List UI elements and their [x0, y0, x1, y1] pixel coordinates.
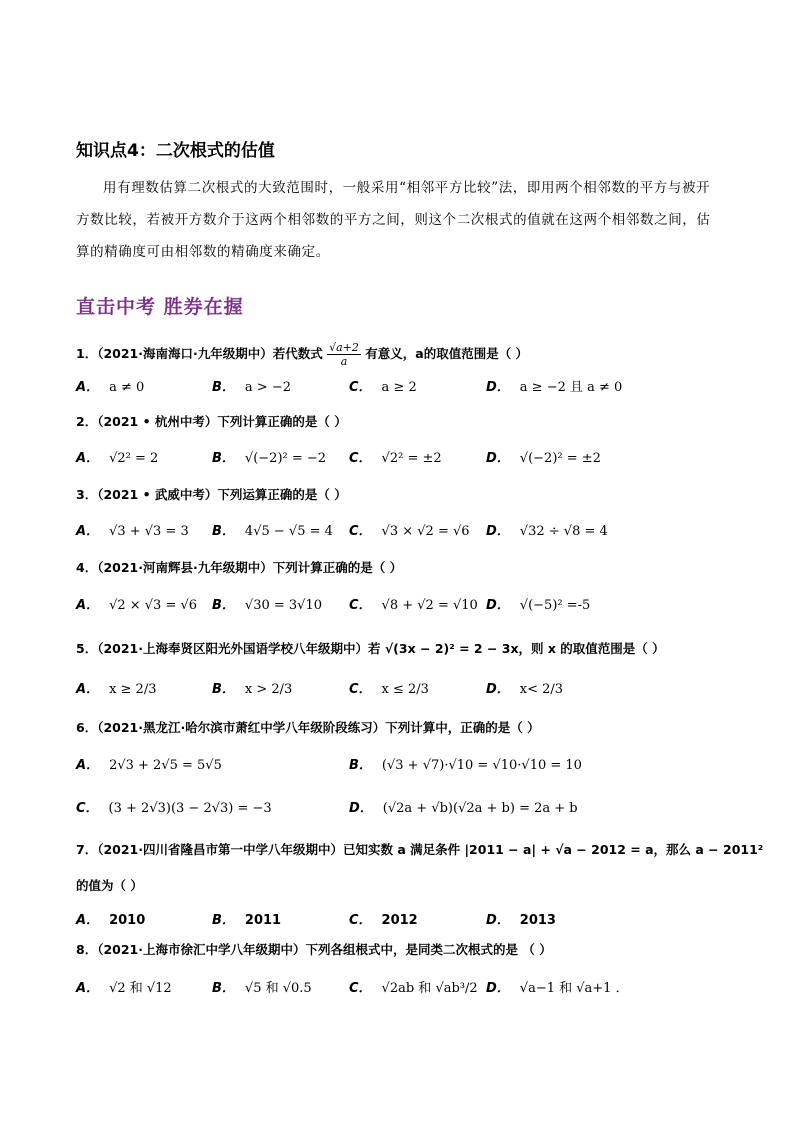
- option-d[interactable]: [486, 909, 556, 928]
- question-7-stem: 7．（2021·四川省隆昌市第一中学八年级期中）已知实数 a 满足条件 |2011 − a| + √a − 2012 = a，那么 a − 2011²: [76, 842, 764, 857]
- option-c[interactable]: [349, 909, 418, 928]
- option-text: √2 和 √12: [109, 981, 172, 996]
- knowledge-point-intro: 用有理数估算二次根式的大致范围时，一般采用“相邻平方比较”法，即用两个相邻数的平方与被开方数比较，若被开方数介于这两个相邻数的平方之间，则这个二次根式的值就在这两个相邻数之间，估算的精确度可由相邻数的精确度来确定。: [76, 180, 711, 260]
- option-d[interactable]: [486, 520, 608, 539]
- question-6-options-row1: [76, 754, 736, 778]
- option-b[interactable]: [212, 447, 326, 466]
- option-text: 2013: [519, 913, 556, 928]
- question-7-options: [76, 909, 736, 933]
- option-text: (√3 + √7)·√10 = √10·√10 = 10: [381, 758, 582, 773]
- option-label: A．: [76, 451, 100, 466]
- option-label: C．: [349, 524, 372, 539]
- option-d[interactable]: [486, 376, 622, 395]
- option-d[interactable]: [486, 594, 590, 613]
- option-text: √3 × √2 = √6: [381, 524, 470, 539]
- option-d[interactable]: [486, 678, 563, 697]
- question-stem-after: 有意义，a的取值范围是（ ）: [365, 346, 529, 361]
- option-label: D．: [486, 913, 510, 928]
- question-1-options: [76, 376, 736, 400]
- option-text: x ≤ 2/3: [381, 682, 429, 697]
- option-text: √(−5)² =-5: [519, 598, 591, 613]
- question-8-stem: 8．（2021·上海市徐汇中学八年级期中）下列各组根式中，是同类二次根式的是 （ ）: [76, 942, 552, 957]
- option-label: C．: [349, 380, 372, 395]
- option-text: 2012: [381, 913, 418, 928]
- option-text: √a−1 和 √a+1 ．: [519, 981, 629, 996]
- option-a[interactable]: [76, 909, 145, 928]
- option-c[interactable]: [349, 376, 417, 395]
- knowledge-point-title: 知识点4：二次根式的估值: [76, 141, 275, 161]
- option-label: D．: [486, 451, 510, 466]
- fraction-numerator: √a+2: [329, 341, 359, 354]
- option-c[interactable]: [76, 797, 272, 816]
- option-label: D．: [486, 380, 510, 395]
- option-d[interactable]: [486, 447, 601, 466]
- option-text: √(−2)² = ±2: [519, 451, 601, 466]
- question-2-options: [76, 447, 736, 471]
- option-text: a ≥ 2: [381, 380, 417, 395]
- option-b[interactable]: [212, 594, 322, 613]
- question-4-options: [76, 594, 736, 618]
- option-d[interactable]: [349, 797, 578, 816]
- option-text: (3 + 2√3)(3 − 2√3) = −3: [108, 801, 272, 816]
- option-label: D．: [486, 524, 510, 539]
- question-6-options-row2: [76, 797, 736, 821]
- question-6-stem: 6．（2021·黑龙江·哈尔滨市萧红中学八年级阶段练习）下列计算中，正确的是（ ）: [76, 720, 540, 735]
- option-label: A．: [76, 524, 100, 539]
- option-text: a ≠ 0: [109, 380, 145, 395]
- option-c[interactable]: [349, 520, 470, 539]
- option-a[interactable]: [76, 447, 158, 466]
- question-2-stem: 2．（2021 • 杭州中考）下列计算正确的是（ ）: [76, 414, 347, 429]
- option-b[interactable]: [212, 520, 333, 539]
- option-a[interactable]: [76, 376, 144, 395]
- question-1-stem: [76, 341, 528, 368]
- option-text: a ≥ −2 且 a ≠ 0: [519, 380, 623, 395]
- option-b[interactable]: [212, 909, 281, 928]
- option-text: √2² = 2: [109, 451, 159, 466]
- option-text: √32 ÷ √8 = 4: [519, 524, 608, 539]
- option-label: D．: [486, 598, 510, 613]
- question-3-options: [76, 520, 736, 544]
- question-5-options: [76, 678, 736, 702]
- option-a[interactable]: [76, 754, 222, 773]
- option-a[interactable]: [76, 594, 197, 613]
- option-text: √(−2)² = −2: [244, 451, 327, 466]
- option-text: √3 + √3 = 3: [109, 524, 189, 539]
- option-label: A．: [76, 380, 100, 395]
- option-label: B．: [212, 682, 235, 697]
- option-a[interactable]: [76, 520, 189, 539]
- option-b[interactable]: [212, 977, 312, 996]
- option-text: 4√5 − √5 = 4: [244, 524, 333, 539]
- question-3-stem: 3．（2021 • 武威中考）下列运算正确的是（ ）: [76, 487, 347, 502]
- option-text: √2² = ±2: [381, 451, 442, 466]
- option-text: 2011: [244, 913, 282, 928]
- section-title: 直击中考 胜券在握: [76, 296, 244, 318]
- option-b[interactable]: [212, 678, 292, 697]
- question-8-options: [76, 977, 736, 1001]
- question-4-stem: 4．（2021·河南辉县·九年级期中）下列计算正确的是（ ）: [76, 560, 403, 575]
- option-a[interactable]: [76, 977, 172, 996]
- option-label: C．: [76, 801, 99, 816]
- option-label: A．: [76, 598, 100, 613]
- option-text: a > −2: [244, 380, 291, 395]
- option-text: √2ab 和 √ab³/2: [381, 981, 478, 996]
- option-label: D．: [349, 801, 373, 816]
- option-label: C．: [349, 451, 372, 466]
- option-b[interactable]: [349, 754, 582, 773]
- option-label: B．: [212, 380, 235, 395]
- option-b[interactable]: [212, 376, 291, 395]
- option-label: C．: [349, 981, 372, 996]
- option-label: D．: [486, 682, 510, 697]
- option-label: C．: [349, 682, 372, 697]
- option-c[interactable]: [349, 447, 442, 466]
- option-a[interactable]: [76, 678, 156, 697]
- option-text: 2010: [109, 913, 146, 928]
- option-label: B．: [212, 451, 235, 466]
- option-label: A．: [76, 758, 100, 773]
- option-text: 2√3 + 2√5 = 5√5: [109, 758, 222, 773]
- option-text: √30 = 3√10: [244, 598, 323, 613]
- option-c[interactable]: [349, 977, 478, 996]
- option-label: C．: [349, 598, 372, 613]
- option-label: C．: [349, 913, 372, 928]
- option-label: B．: [212, 913, 235, 928]
- option-text: x > 2/3: [244, 682, 293, 697]
- option-label: A．: [76, 682, 100, 697]
- option-label: A．: [76, 981, 100, 996]
- option-text: √2 × √3 = √6: [109, 598, 198, 613]
- fraction-denominator: a: [340, 355, 348, 368]
- option-text: (√2a + √b)(√2a + b) = 2a + b: [382, 801, 578, 816]
- question-7-stem-line2: 的值为（ ）: [76, 878, 143, 893]
- option-text: √8 + √2 = √10: [381, 598, 478, 613]
- option-c[interactable]: [349, 594, 478, 613]
- question-5-stem: 5．（2021·上海奉贤区阳光外国语学校八年级期中）若 √(3x − 2)² = 2 − 3x，则 x 的取值范围是（ ）: [76, 641, 665, 656]
- option-label: B．: [212, 981, 235, 996]
- option-d[interactable]: [486, 977, 629, 996]
- option-text: √5 和 √0.5: [244, 981, 312, 996]
- option-label: B．: [212, 524, 235, 539]
- option-label: A．: [76, 913, 100, 928]
- option-c[interactable]: [349, 678, 429, 697]
- option-label: D．: [486, 981, 510, 996]
- question-stem-before: 1．（2021·海南海口·九年级期中）若代数式: [76, 346, 323, 361]
- option-label: B．: [349, 758, 372, 773]
- option-label: B．: [212, 598, 235, 613]
- question-fraction: [327, 341, 361, 368]
- option-text: x< 2/3: [519, 682, 564, 697]
- option-text: x ≥ 2/3: [109, 682, 157, 697]
